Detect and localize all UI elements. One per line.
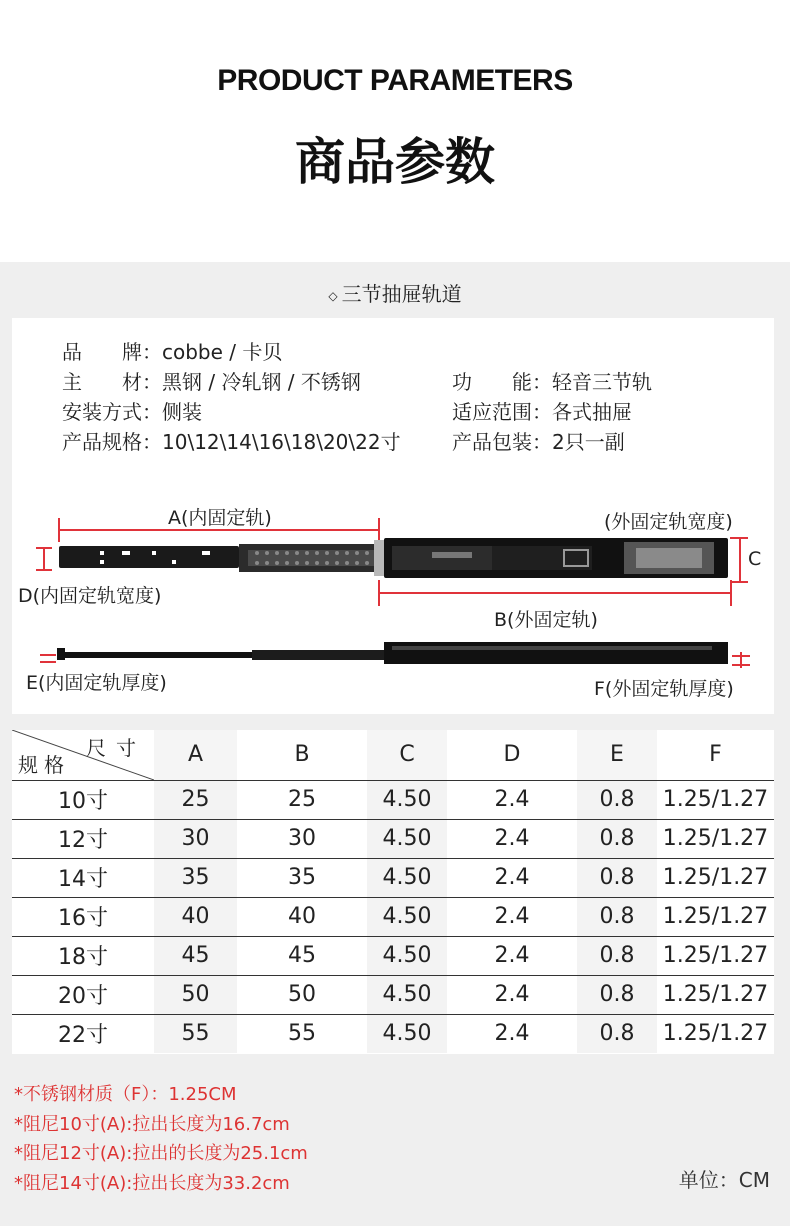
table-cell: 0.8 (577, 1014, 657, 1053)
table-cell: 45 (154, 936, 237, 975)
diamond-icon: ◇ (328, 288, 338, 303)
table-cell: 4.50 (367, 780, 447, 819)
column-header: E (577, 730, 657, 780)
spec-value: 黑钢 / 冷轧钢 / 不锈钢 (162, 370, 361, 394)
spec-function (452, 366, 652, 395)
label-a: A(内固定轨) (168, 507, 272, 529)
note-line: *阻尼10寸(A):拉出长度为16.7cm (14, 1113, 290, 1135)
table-cell: 40 (237, 897, 367, 936)
table-cell: 55 (154, 1014, 237, 1053)
table-cell: 35 (154, 858, 237, 897)
dimension-e (40, 655, 56, 662)
table-cell: 1.25/1.27 (657, 975, 774, 1014)
column-header: F (657, 730, 774, 780)
table-cell: 4.50 (367, 897, 447, 936)
label-c: C (748, 548, 762, 570)
table-cell: 4.50 (367, 1014, 447, 1053)
table-cell: 0.8 (577, 936, 657, 975)
table-cell: 20寸 (12, 975, 154, 1014)
corner-top-label: 尺寸 (86, 736, 146, 760)
table-row (12, 858, 774, 897)
table-cell: 4.50 (367, 936, 447, 975)
table-cell: 1.25/1.27 (657, 936, 774, 975)
table-cell: 1.25/1.27 (657, 819, 774, 858)
notes (14, 1080, 308, 1198)
table-cell: 12寸 (12, 819, 154, 858)
table-cell: 25 (154, 780, 237, 819)
column-header: D (447, 730, 577, 780)
table-cell: 30 (237, 819, 367, 858)
table-cell: 4.50 (367, 819, 447, 858)
table-cell: 0.8 (577, 858, 657, 897)
table-cell: 1.25/1.27 (657, 1014, 774, 1053)
column-header: C (367, 730, 447, 780)
table-cell: 2.4 (447, 975, 577, 1014)
note-line: *不锈钢材质（F）：1.25CM (14, 1084, 237, 1105)
table-cell: 4.50 (367, 858, 447, 897)
spec-value: 侧装 (162, 400, 202, 424)
section-title (0, 278, 790, 307)
spec-value: 轻音三节轨 (552, 370, 652, 394)
spec-value: 2只一副 (552, 430, 625, 454)
table-cell: 2.4 (447, 819, 577, 858)
table-cell: 45 (237, 936, 367, 975)
unit-label: 单位：CM (678, 1168, 770, 1192)
spec-material (62, 366, 361, 395)
table-cell: 18寸 (12, 936, 154, 975)
table-cell: 2.4 (447, 858, 577, 897)
table-cell: 4.50 (367, 975, 447, 1014)
table-row (12, 936, 774, 975)
table-cell: 55 (237, 1014, 367, 1053)
table-cell: 0.8 (577, 819, 657, 858)
table-cell: 30 (154, 819, 237, 858)
label-outer-width: (外固定轨宽度) (604, 511, 733, 533)
dimension-f (732, 652, 750, 668)
table-cell: 25 (237, 780, 367, 819)
table-row (12, 975, 774, 1014)
spec-table (12, 730, 774, 1054)
spec-value: cobbe / 卡贝 (162, 340, 283, 364)
table-cell: 2.4 (447, 1014, 577, 1053)
table-row (12, 819, 774, 858)
dimension-c (730, 538, 748, 582)
spec-label: 产品包装： (452, 430, 552, 454)
table-cell: 2.4 (447, 780, 577, 819)
table-row (12, 1014, 774, 1053)
dimension-b (379, 580, 731, 606)
table-cell: 2.4 (447, 936, 577, 975)
table-row (12, 780, 774, 819)
spec-value: 各式抽屉 (552, 400, 632, 424)
table-cell: 0.8 (577, 975, 657, 1014)
label-f: F(外固定轨厚度) (594, 678, 734, 700)
spec-brand (62, 336, 282, 365)
table-cell: 35 (237, 858, 367, 897)
rail-side-view (57, 642, 728, 664)
table-cell: 1.25/1.27 (657, 780, 774, 819)
spec-label: 产品规格： (62, 430, 162, 454)
spec-label: 安装方式： (62, 400, 162, 424)
table-cell: 50 (154, 975, 237, 1014)
spec-package (452, 426, 625, 455)
label-d: D(内固定轨宽度) (18, 585, 162, 607)
label-e: E(内固定轨厚度) (26, 672, 167, 694)
column-header: A (154, 730, 237, 780)
section-title-text: 三节抽屉轨道 (341, 282, 462, 306)
table-cell: 1.25/1.27 (657, 858, 774, 897)
spec-install (62, 396, 202, 425)
table-cell: 0.8 (577, 897, 657, 936)
table-cell: 14寸 (12, 858, 154, 897)
table-cell: 40 (154, 897, 237, 936)
title-en: PRODUCT PARAMETERS (217, 64, 573, 97)
table-header-row (12, 730, 774, 780)
table-cell: 2.4 (447, 897, 577, 936)
table-cell: 10寸 (12, 780, 154, 819)
table-corner (12, 730, 154, 780)
spec-label: 适应范围： (452, 400, 552, 424)
spec-label: 功 能： (452, 370, 552, 394)
note-line: *阻尼12寸(A):拉出的长度为25.1cm (14, 1143, 308, 1164)
spec-scope (452, 396, 632, 425)
spec-value: 10\12\14\16\18\20\22寸 (162, 430, 401, 454)
table-cell: 22寸 (12, 1014, 154, 1053)
spec-size (62, 426, 401, 455)
label-b: B(外固定轨) (494, 609, 598, 631)
dimension-d (36, 548, 52, 570)
table-cell: 1.25/1.27 (657, 897, 774, 936)
rail-top-view (59, 538, 728, 578)
table-cell: 0.8 (577, 780, 657, 819)
spec-label: 品 牌： (62, 340, 162, 364)
title-cn: 商品参数 (295, 133, 495, 191)
table-cell: 50 (237, 975, 367, 1014)
table-row (12, 897, 774, 936)
corner-bottom-label: 规格 (18, 752, 70, 777)
spec-label: 主 材： (62, 370, 162, 394)
table-cell: 16寸 (12, 897, 154, 936)
column-header: B (237, 730, 367, 780)
note-line: *阻尼14寸(A):拉出长度为33.2cm (14, 1172, 290, 1194)
